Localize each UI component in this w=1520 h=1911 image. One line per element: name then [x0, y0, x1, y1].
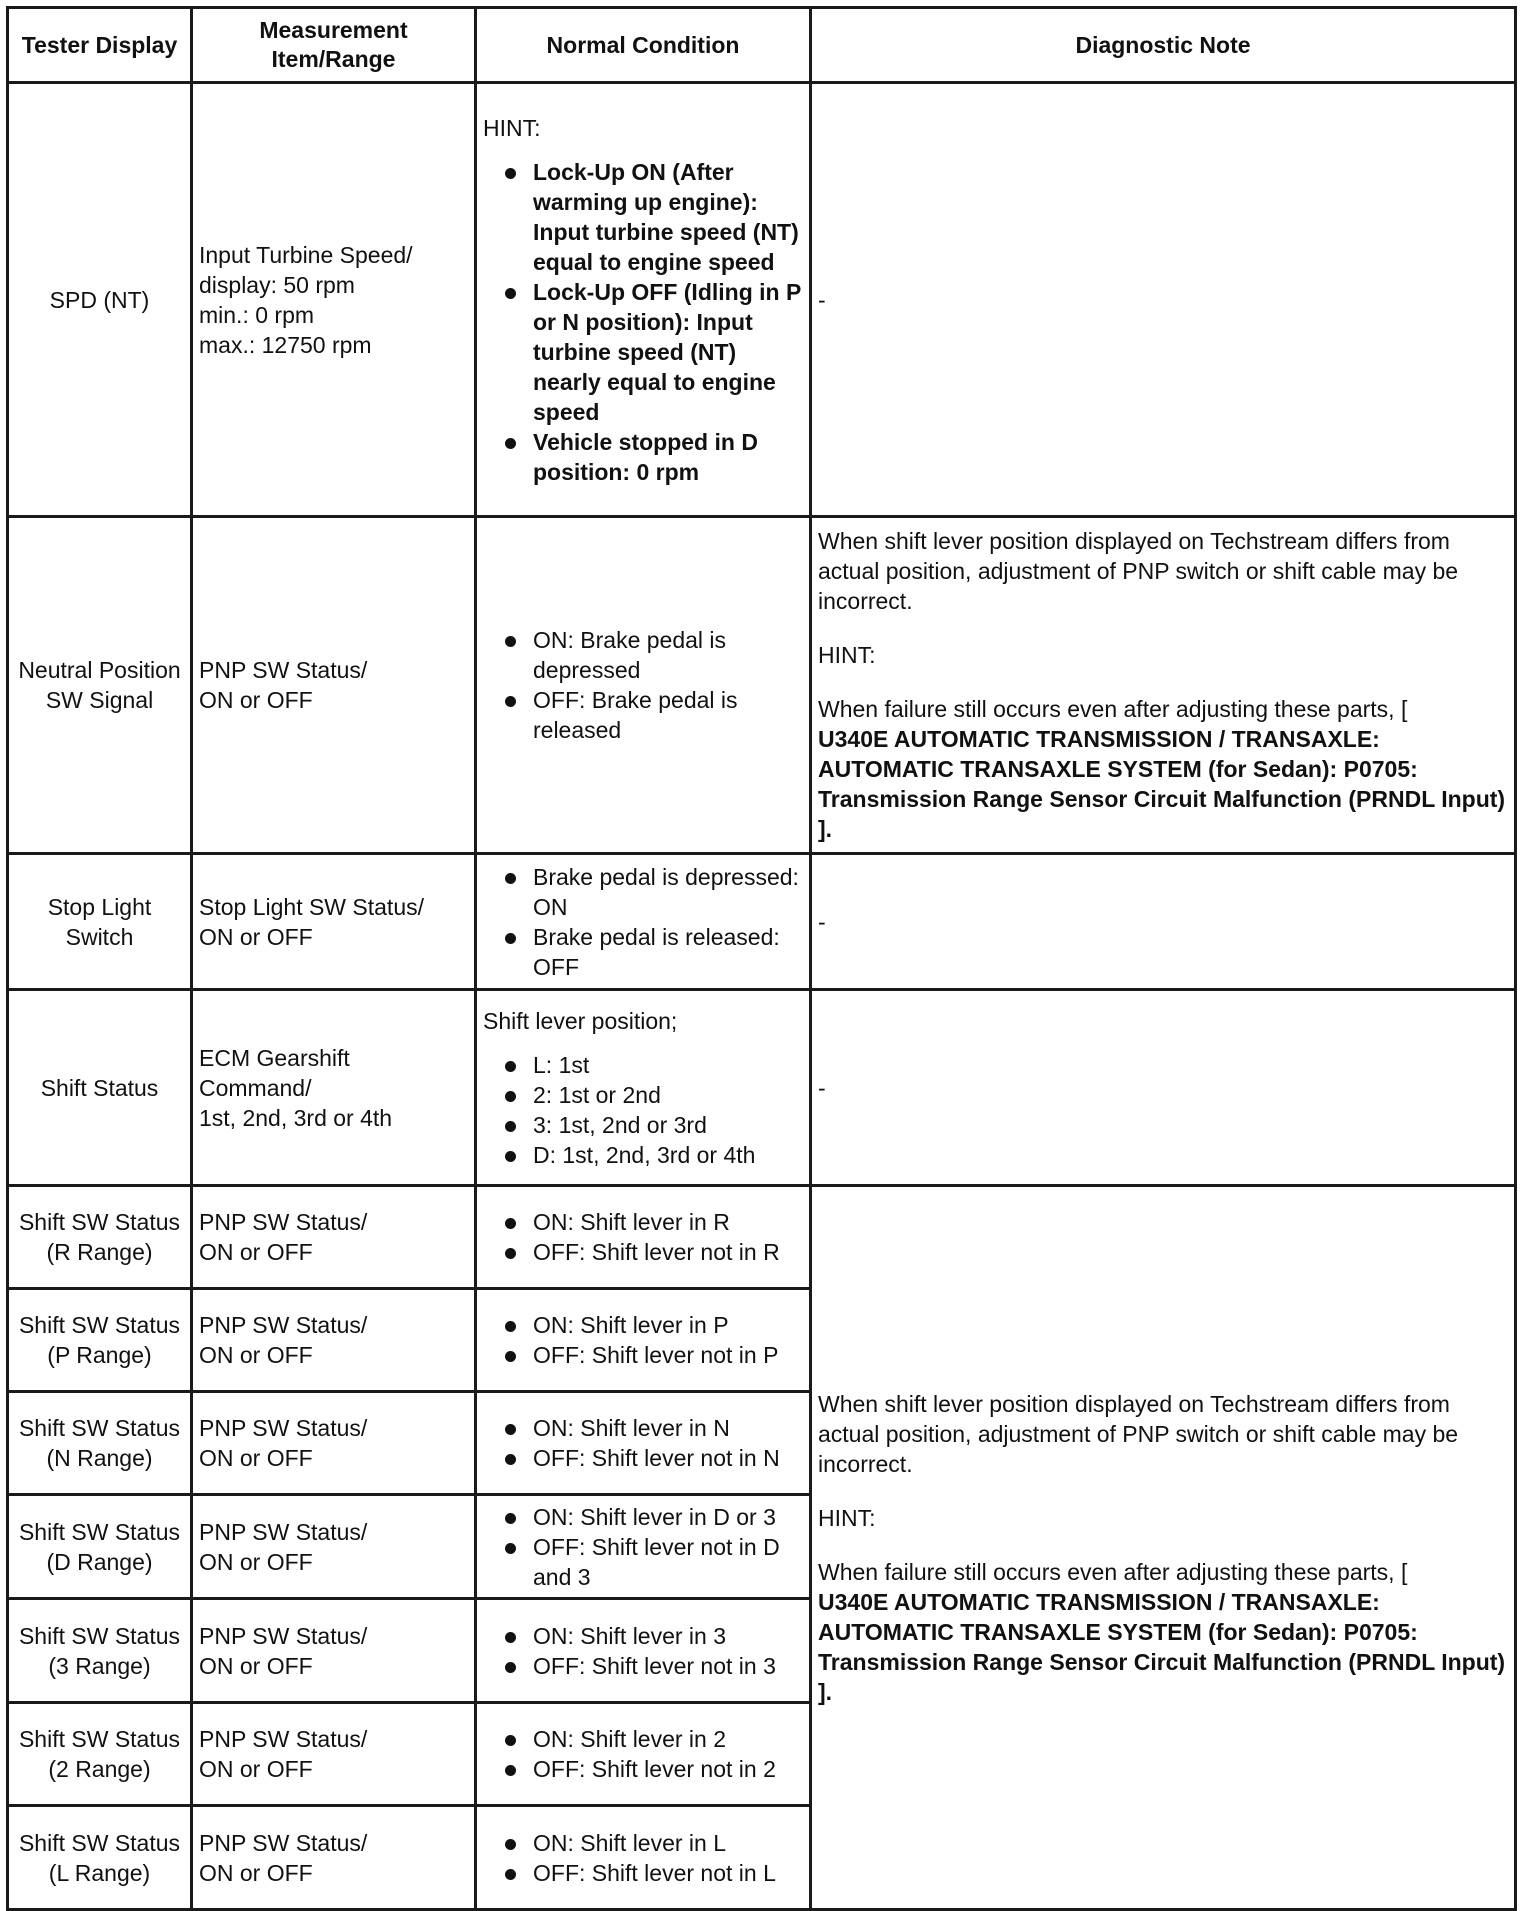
condition-list [483, 1413, 803, 1473]
measurement-cell [192, 83, 476, 517]
condition-item: ON: Shift lever in 3 [483, 1621, 803, 1651]
condition-item: OFF: Shift lever not in 2 [483, 1754, 803, 1784]
condition-item: 2: 1st or 2nd [483, 1080, 803, 1110]
note-failure [818, 1557, 1508, 1707]
data-list-table [6, 6, 1517, 1911]
condition-item: OFF: Shift lever not in P [483, 1340, 803, 1370]
note-text: When shift lever position displayed on Techstream differs from actual position, adjustment of PNP switch or shift cable may be incorrect. [818, 1390, 1459, 1477]
measurement-line: PNP SW Status/ [199, 657, 368, 683]
normal-condition-cell [476, 990, 811, 1186]
condition-item: Vehicle stopped in D position: 0 rpm [483, 427, 803, 487]
tester-display-cell: Shift SW Status (L Range) [8, 1806, 192, 1910]
measurement-cell [192, 1806, 476, 1910]
condition-item: Brake pedal is depressed: ON [483, 862, 803, 922]
tester-display-cell: Neutral Position SW Signal [8, 517, 192, 854]
measurement-cell [192, 990, 476, 1186]
table-row [8, 83, 1516, 517]
condition-item: 3: 1st, 2nd or 3rd [483, 1110, 803, 1140]
measurement-line: min.: 0 rpm [199, 301, 315, 328]
measurement-line: ON or OFF [199, 1342, 313, 1368]
condition-item: OFF: Shift lever not in 3 [483, 1651, 803, 1681]
measurement-line: Input Turbine Speed/ [199, 241, 413, 268]
reference-link[interactable]: U340E AUTOMATIC TRANSMISSION / TRANSAXLE: AUTOMATIC TRANSAXLE SYSTEM (for Sedan): P0705: Transmission Range Sensor Circuit Malfunction (PRNDL Input) [818, 1588, 1506, 1675]
condition-item: ON: Brake pedal is depressed [483, 625, 803, 685]
measurement-line: ON or OFF [199, 687, 313, 713]
note-text: When shift lever position displayed on Techstream differs from actual position, adjustment of PNP switch or shift cable may be incorrect. [818, 528, 1459, 614]
tester-display-cell: Shift SW Status (D Range) [8, 1495, 192, 1599]
table-row [8, 517, 1516, 854]
measurement-line: PNP SW Status/ [199, 1726, 368, 1752]
table-row [8, 1186, 1516, 1289]
measurement-line: PNP SW Status/ [199, 1312, 368, 1338]
condition-list [483, 625, 803, 745]
page [6, 6, 1517, 1911]
normal-condition-cell [476, 83, 811, 517]
header-diagnostic-note: Diagnostic Note [811, 8, 1516, 83]
measurement-cell [192, 517, 476, 854]
condition-list [483, 1502, 803, 1592]
condition-list [483, 1050, 803, 1170]
condition-item: OFF: Shift lever not in N [483, 1443, 803, 1473]
header-measurement: Measurement Item/Range [192, 8, 476, 83]
condition-item: OFF: Shift lever not in L [483, 1858, 803, 1888]
condition-list [483, 1621, 803, 1681]
note-failure [818, 694, 1508, 844]
condition-item: Brake pedal is released: OFF [483, 922, 803, 982]
normal-condition-cell [476, 1806, 811, 1910]
diagnostic-note-cell [811, 1186, 1516, 1910]
condition-item: L: 1st [483, 1050, 803, 1080]
condition-item: OFF: Shift lever not in R [483, 1237, 803, 1267]
tester-display-cell: Stop Light Switch [8, 854, 192, 990]
measurement-cell [192, 1703, 476, 1806]
measurement-line: PNP SW Status/ [199, 1415, 368, 1441]
failure-prefix: When failure still occurs even after adjusting these parts, [ [818, 1558, 1408, 1585]
measurement-line: Stop Light SW Status/ [199, 893, 425, 920]
measurement-line: ON or OFF [199, 1239, 313, 1265]
normal-condition-cell [476, 1703, 811, 1806]
note-hint: HINT: [818, 1504, 876, 1531]
hint-label: HINT: [483, 114, 541, 141]
header-normal-condition: Normal Condition [476, 8, 811, 83]
tester-display-cell: Shift SW Status (3 Range) [8, 1599, 192, 1703]
note-hint: HINT: [818, 642, 876, 668]
condition-item: ON: Shift lever in D or 3 [483, 1502, 803, 1532]
normal-condition-cell [476, 1289, 811, 1392]
condition-item: ON: Shift lever in N [483, 1413, 803, 1443]
normal-condition-cell [476, 1495, 811, 1599]
table-row [8, 990, 1516, 1186]
measurement-cell [192, 1495, 476, 1599]
measurement-line: PNP SW Status/ [199, 1622, 368, 1649]
tester-display-cell: Shift Status [8, 990, 192, 1186]
measurement-cell [192, 1186, 476, 1289]
diagnostic-note-cell: - [811, 990, 1516, 1186]
measurement-line: max.: 12750 rpm [199, 331, 372, 358]
condition-intro: Shift lever position; [483, 1007, 678, 1034]
normal-condition-cell [476, 854, 811, 990]
condition-item: ON: Shift lever in L [483, 1828, 803, 1858]
measurement-cell [192, 854, 476, 990]
measurement-cell [192, 1392, 476, 1495]
measurement-line: PNP SW Status/ [199, 1829, 368, 1856]
condition-list [483, 1207, 803, 1267]
measurement-line: ON or OFF [199, 923, 313, 950]
condition-list [483, 1828, 803, 1888]
measurement-line: ON or OFF [199, 1445, 313, 1471]
tester-display-cell: Shift SW Status (R Range) [8, 1186, 192, 1289]
reference-link[interactable]: U340E AUTOMATIC TRANSMISSION / TRANSAXLE: AUTOMATIC TRANSAXLE SYSTEM (for Sedan): P0705: Transmission Range Sensor Circuit Malfunction (PRNDL Input) [818, 726, 1506, 812]
condition-list [483, 157, 803, 487]
measurement-line: PNP SW Status/ [199, 1209, 368, 1235]
tester-display-cell: Shift SW Status (N Range) [8, 1392, 192, 1495]
measurement-cell [192, 1599, 476, 1703]
tester-display-cell: Shift SW Status (2 Range) [8, 1703, 192, 1806]
condition-item: Lock-Up OFF (Idling in P or N position): Input turbine speed (NT) nearly equal to engine speed [483, 277, 803, 427]
measurement-line: ECM Gearshift Command/ [199, 1044, 350, 1101]
table-row [8, 854, 1516, 990]
condition-item: OFF: Brake pedal is released [483, 685, 803, 745]
diagnostic-note-cell: - [811, 83, 1516, 517]
condition-list [483, 1310, 803, 1370]
condition-item: Lock-Up ON (After warming up engine): Input turbine speed (NT) equal to engine speed [483, 157, 803, 277]
table-header-row [8, 8, 1516, 83]
condition-item: D: 1st, 2nd, 3rd or 4th [483, 1140, 803, 1170]
failure-prefix: When failure still occurs even after adjusting these parts, [ [818, 696, 1408, 722]
normal-condition-cell [476, 1599, 811, 1703]
measurement-line: ON or OFF [199, 1859, 313, 1886]
normal-condition-cell [476, 1392, 811, 1495]
failure-suffix: ]. [818, 816, 833, 842]
diagnostic-note-cell: - [811, 854, 1516, 990]
condition-item: ON: Shift lever in R [483, 1207, 803, 1237]
measurement-line: 1st, 2nd, 3rd or 4th [199, 1104, 393, 1131]
failure-suffix: ]. [818, 1678, 833, 1705]
normal-condition-cell [476, 1186, 811, 1289]
condition-item: OFF: Shift lever not in D and 3 [483, 1532, 803, 1592]
measurement-cell [192, 1289, 476, 1392]
header-tester-display: Tester Display [8, 8, 192, 83]
measurement-line: display: 50 rpm [199, 271, 355, 298]
measurement-line: PNP SW Status/ [199, 1518, 368, 1545]
condition-item: ON: Shift lever in P [483, 1310, 803, 1340]
measurement-line: ON or OFF [199, 1652, 313, 1679]
measurement-line: ON or OFF [199, 1756, 313, 1782]
condition-list [483, 862, 803, 982]
measurement-line: ON or OFF [199, 1548, 313, 1575]
condition-list [483, 1724, 803, 1784]
normal-condition-cell [476, 517, 811, 854]
tester-display-cell: Shift SW Status (P Range) [8, 1289, 192, 1392]
tester-display-cell: SPD (NT) [8, 83, 192, 517]
diagnostic-note-cell [811, 517, 1516, 854]
condition-item: ON: Shift lever in 2 [483, 1724, 803, 1754]
